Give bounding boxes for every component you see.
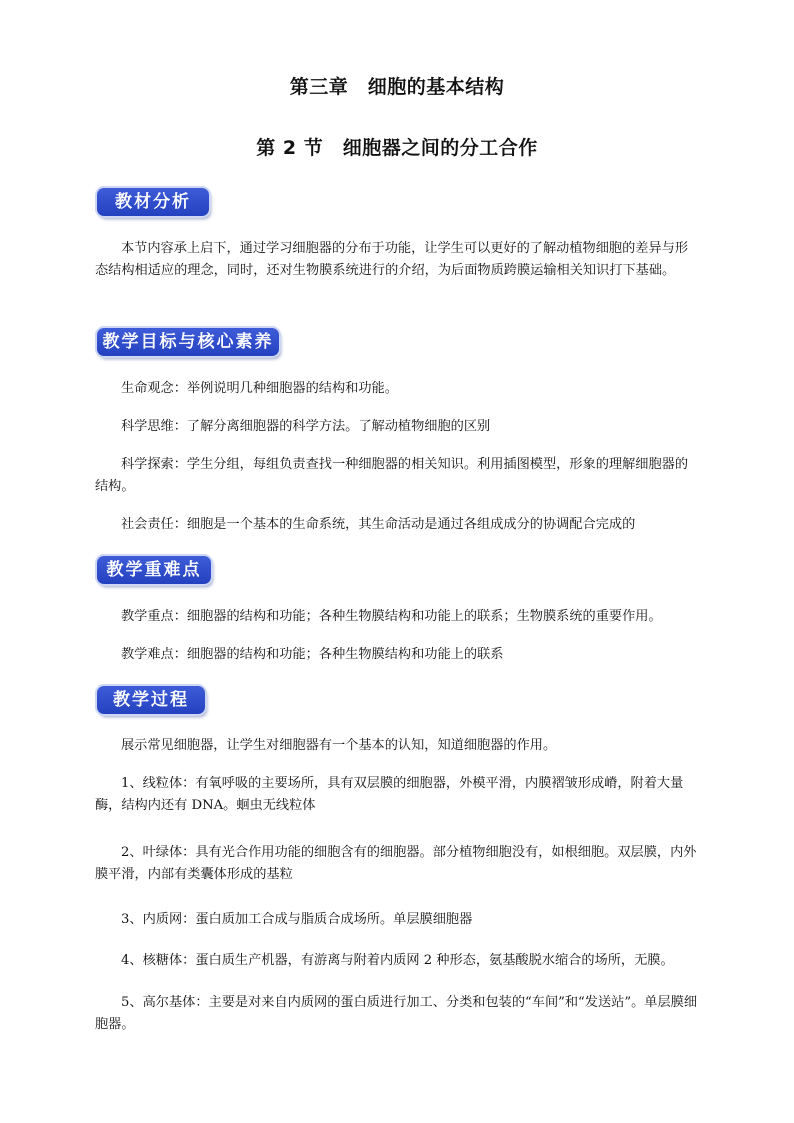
process-item-mitochondria: 1、线粒体：有氧呼吸的主要场所，具有双层膜的细胞器，外模平滑，内膜褶皱形成嵴，附着大量酶，结构内还有 DNA。蛔虫无线粒体 (95, 776, 684, 813)
section-title: 第 2 节 细胞器之间的分工合作 (256, 137, 538, 159)
objective-scientific-thinking: 科学思维：了解分离细胞器的科学方法。了解动植物细胞的区别 (121, 419, 491, 434)
heading-badge-key-points: 教学重难点 (97, 556, 211, 584)
analysis-paragraph: 本节内容承上启下，通过学习细胞器的分布于功能，让学生可以更好的了解动植物细胞的差异与形态结构相适应的理念，同时，还对生物膜系统进行的介绍，为后面物质跨膜运输相关知识打下基础。 (95, 241, 689, 278)
objective-life-concept: 生命观念：举例说明几种细胞器的结构和功能。 (121, 381, 398, 396)
process-intro: 展示常见细胞器，让学生对细胞器有一个基本的认知，知道细胞器的作用。 (121, 738, 557, 753)
key-point-difficulty: 教学难点：细胞器的结构和功能；各种生物膜结构和功能上的联系 (121, 647, 504, 662)
heading-badge-analysis: 教材分析 (97, 188, 209, 216)
objective-scientific-inquiry: 科学探索：学生分组，每组负责查找一种细胞器的相关知识。利用插图模型，形象的理解细胞器的结构。 (95, 457, 689, 494)
objective-social-responsibility: 社会责任：细胞是一个基本的生命系统，其生命活动是通过各组成成分的协调配合完成的 (121, 517, 636, 532)
chapter-title: 第三章 细胞的基本结构 (289, 76, 505, 98)
process-item-endoplasmic-reticulum: 3、内质网：蛋白质加工合成与脂质合成场所。单层膜细胞器 (121, 912, 473, 927)
heading-badge-process: 教学过程 (97, 686, 205, 714)
process-item-chloroplast: 2、叶绿体：具有光合作用功能的细胞含有的细胞器。部分植物细胞没有，如根细胞。双层膜，内外膜平滑，内部有类囊体形成的基粒 (95, 845, 697, 882)
key-point-focus: 教学重点：细胞器的结构和功能；各种生物膜结构和功能上的联系；生物膜系统的重要作用。 (121, 609, 662, 624)
process-item-ribosome: 4、核糖体：蛋白质生产机器，有游离与附着内质网 2 种形态，氨基酸脱水缩合的场所，无膜。 (121, 953, 674, 968)
process-item-golgi: 5、高尔基体：主要是对来自内质网的蛋白质进行加工、分类和包装的“车间”和“发送站”。单层膜细胞器。 (95, 995, 698, 1032)
heading-badge-objectives: 教学目标与核心素养 (97, 328, 279, 356)
